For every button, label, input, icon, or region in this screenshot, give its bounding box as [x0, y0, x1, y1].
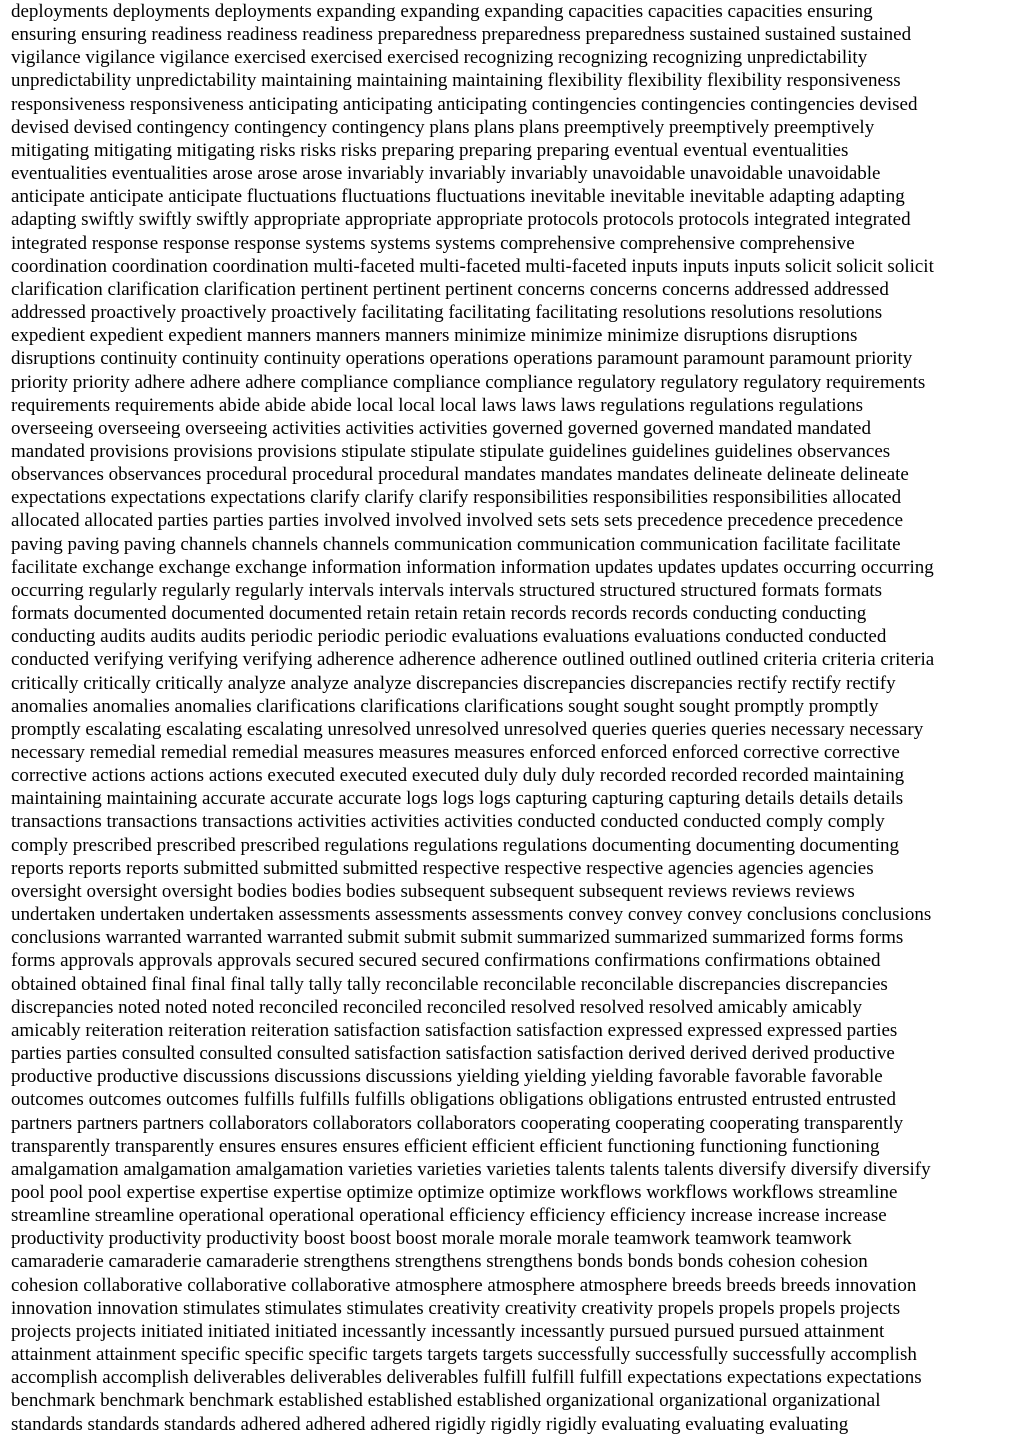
- text-line: productive productive discussions discussions discussions yielding yielding yielding favorable favorable favorable: [11, 1066, 883, 1088]
- text-line: conducted verifying verifying verifying adherence adherence adherence outlined outlined outlined criteria criteria criteria: [11, 649, 935, 671]
- text-line: disruptions continuity continuity continuity operations operations operations paramount paramount paramount priority: [11, 348, 913, 370]
- text-line: allocated allocated parties parties parties involved involved involved sets sets sets precedence precedence precedence: [11, 510, 904, 532]
- text-line: deployments deployments deployments expanding expanding expanding capacities capacities capacities ensuring: [11, 1, 873, 22]
- text-line: formats documented documented documented retain retain retain records records records conducting conducting: [11, 603, 867, 625]
- text-line: coordination coordination coordination multi-faceted multi-faceted multi-faceted inputs inputs inputs solicit solicit solicit: [11, 255, 934, 277]
- text-line: camaraderie camaraderie camaraderie strengthens strengthens strengthens bonds bonds bonds cohesion cohesion: [11, 1251, 868, 1273]
- text-line: devised devised contingency contingency contingency plans plans plans preemptively preemptively preemptively: [11, 116, 875, 138]
- text-line: pool pool pool expertise expertise expertise optimize optimize optimize workflows workflows workflows streamline: [11, 1181, 898, 1203]
- text-line: anticipate anticipate anticipate fluctuations fluctuations fluctuations inevitable inevitable inevitable adapting adapting: [11, 186, 905, 208]
- text-line: transparently transparently ensures ensures ensures efficient efficient efficient functioning functioning functioning: [11, 1135, 880, 1157]
- text-line: unpredictability unpredictability maintaining maintaining maintaining flexibility flexibility flexibility responsiveness: [11, 70, 901, 92]
- text-line: comply prescribed prescribed prescribed regulations regulations regulations documenting documenting documenting: [11, 834, 899, 856]
- text-line: observances observances procedural procedural procedural mandates mandates mandates delineate delineate delineate: [11, 464, 909, 486]
- text-line: forms approvals approvals approvals secured secured secured confirmations confirmations confirmations obtained: [11, 950, 881, 972]
- text-line: conducting audits audits audits periodic periodic periodic evaluations evaluations evaluations conducted conducted: [11, 626, 887, 648]
- text-line: clarification clarification clarification pertinent pertinent pertinent concerns concerns concerns addressed addressed: [11, 278, 889, 300]
- text-line: vigilance vigilance vigilance exercised exercised exercised recognizing recognizing recognizing unpredictability: [11, 47, 868, 69]
- document-text-body: [11, 0, 1016, 1436]
- text-line: maintaining maintaining accurate accurate accurate logs logs logs capturing capturing capturing details details details: [11, 788, 904, 810]
- text-line: priority priority adhere adhere adhere compliance compliance compliance regulatory regulatory regulatory requirements: [11, 371, 926, 393]
- text-line: addressed proactively proactively proactively facilitating facilitating facilitating resolutions resolutions resolutions: [11, 302, 883, 324]
- text-line: parties parties consulted consulted consulted satisfaction satisfaction satisfaction derived derived derived productive: [11, 1043, 895, 1065]
- text-line: partners partners partners collaborators collaborators collaborators cooperating cooperating cooperating transparently: [11, 1112, 904, 1134]
- text-line: eventualities eventualities arose arose arose invariably invariably invariably unavoidable unavoidable unavoidable: [11, 163, 881, 185]
- text-line: standards standards standards adhered adhered adhered rigidly rigidly rigidly evaluating evaluating evaluating: [11, 1413, 849, 1435]
- text-line: oversight oversight oversight bodies bodies bodies subsequent subsequent subsequent reviews reviews reviews: [11, 880, 855, 902]
- text-line: corrective actions actions actions executed executed executed duly duly duly recorded recorded recorded maintaining: [11, 765, 905, 787]
- text-line: requirements requirements abide abide abide local local local laws laws laws regulations regulations regulations: [11, 394, 864, 416]
- text-line: benchmark benchmark benchmark established established established organizational organizational organizational: [11, 1390, 881, 1412]
- text-line: adapting swiftly swiftly swiftly appropriate appropriate appropriate protocols protocols protocols integrated integrated: [11, 209, 911, 231]
- text-line: ensuring ensuring readiness readiness readiness preparedness preparedness preparedness sustained sustained sustained: [11, 24, 912, 46]
- text-line: transactions transactions transactions activities activities activities conducted conducted conducted comply comply: [11, 811, 885, 833]
- text-line: mandated provisions provisions provisions stipulate stipulate stipulate guidelines guidelines guidelines observances: [11, 440, 891, 462]
- text-line: paving paving paving channels channels channels communication communication communication facilitate facilitate: [11, 533, 901, 555]
- text-line: cohesion collaborative collaborative collaborative atmosphere atmosphere atmosphere breeds breeds breeds innovation: [11, 1274, 917, 1296]
- text-line: accomplish accomplish deliverables deliverables deliverables fulfill fulfill fulfill expectations expectations expectations: [11, 1367, 922, 1389]
- text-line: productivity productivity productivity boost boost boost morale morale morale teamwork teamwork teamwork: [11, 1228, 852, 1250]
- text-line: integrated response response response systems systems systems comprehensive comprehensive comprehensive: [11, 232, 855, 254]
- text-line: anomalies anomalies anomalies clarifications clarifications clarifications sought sought sought promptly promptly: [11, 695, 879, 717]
- text-line: facilitate exchange exchange exchange information information information updates updates updates occurring occurring: [11, 556, 934, 578]
- text-line: reports reports reports submitted submitted submitted respective respective respective agencies agencies agencies: [11, 857, 874, 879]
- text-line: undertaken undertaken undertaken assessments assessments assessments convey convey convey conclusions conclusions: [11, 904, 932, 926]
- text-line: outcomes outcomes outcomes fulfills fulfills fulfills obligations obligations obligations entrusted entrusted entrusted: [11, 1089, 896, 1111]
- text-line: amalgamation amalgamation amalgamation varieties varieties varieties talents talents talents diversify diversify diversify: [11, 1158, 931, 1180]
- text-line: obtained obtained final final final tally tally tally reconcilable reconcilable reconcilable discrepancies discrepancies: [11, 973, 888, 995]
- text-line: critically critically critically analyze analyze analyze discrepancies discrepancies discrepancies rectify rectify rectify: [11, 672, 896, 694]
- text-line: conclusions warranted warranted warranted submit submit submit summarized summarized summarized forms forms: [11, 927, 904, 949]
- text-line: necessary remedial remedial remedial measures measures measures enforced enforced enforced corrective corrective: [11, 742, 900, 763]
- text-line: occurring regularly regularly regularly intervals intervals intervals structured structured structured formats formats: [11, 579, 883, 601]
- text-line: innovation innovation stimulates stimulates stimulates creativity creativity creativity propels propels propels projects: [11, 1297, 901, 1319]
- text-line: promptly escalating escalating escalating unresolved unresolved unresolved queries queries queries necessary necessary: [11, 718, 924, 740]
- text-line: discrepancies noted noted noted reconciled reconciled reconciled resolved resolved resolved amicably amicably: [11, 996, 862, 1018]
- text-line: overseeing overseeing overseeing activities activities activities governed governed governed mandated mandated: [11, 417, 871, 439]
- text-line: expectations expectations expectations clarify clarify clarify responsibilities responsibilities responsibilities allocated: [11, 487, 902, 509]
- text-line: projects projects initiated initiated initiated incessantly incessantly incessantly pursued pursued pursued attainment: [11, 1320, 885, 1342]
- text-line: responsiveness responsiveness anticipating anticipating anticipating contingencies contingencies contingencies devised: [11, 93, 918, 115]
- text-line: streamline streamline operational operational operational efficiency efficiency efficiency increase increase increase: [11, 1205, 887, 1227]
- text-line: expedient expedient expedient manners manners manners minimize minimize minimize disruptions disruptions: [11, 325, 858, 347]
- text-line: mitigating mitigating mitigating risks risks risks preparing preparing preparing eventual eventual eventualities: [11, 139, 849, 161]
- text-line: amicably reiteration reiteration reiteration satisfaction satisfaction satisfaction expressed expressed expressed parties: [11, 1019, 898, 1041]
- text-line: attainment attainment specific specific specific targets targets targets successfully successfully successfully accomplish: [11, 1344, 917, 1366]
